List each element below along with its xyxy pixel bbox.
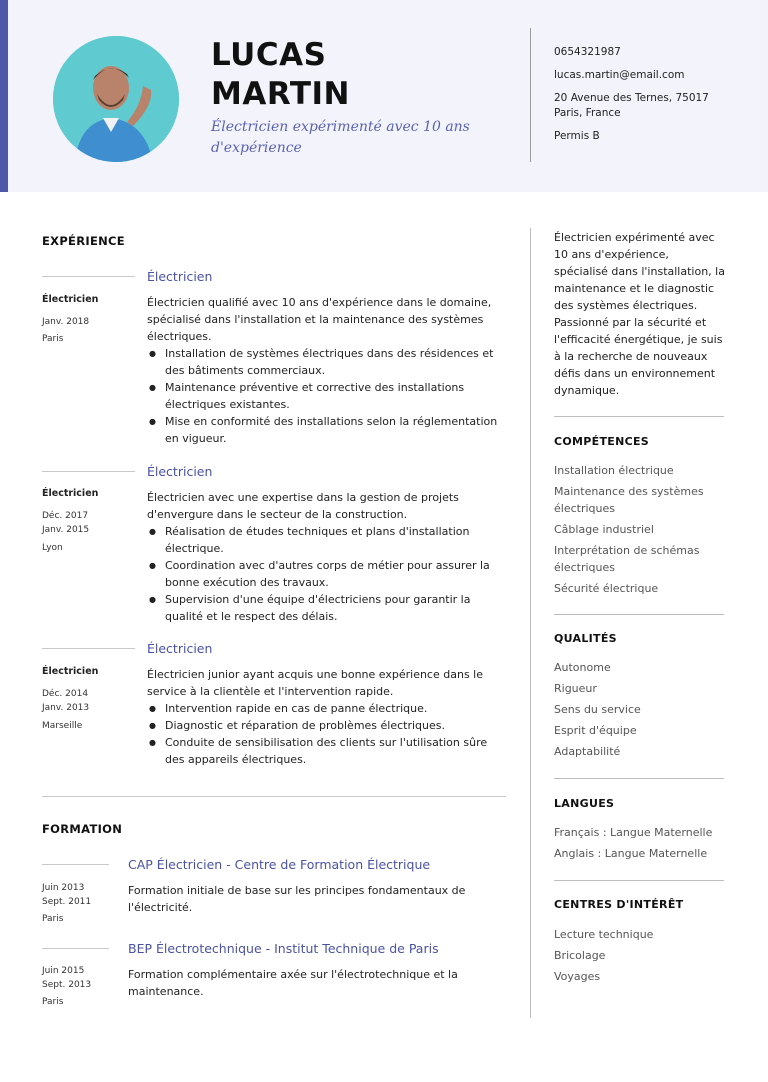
- contact-email: lucas.martin@email.com: [554, 69, 685, 81]
- job-date-start: Déc. 2017: [42, 511, 89, 521]
- education-divider: [42, 864, 109, 865]
- job-date-start: Janv. 2018: [42, 317, 90, 327]
- languages-section-title: LANGUES: [554, 797, 615, 810]
- language-item: Français : Langue Maternelle: [554, 826, 713, 839]
- job-bullet: ● Maintenance préventive et corrective des installations électriques existantes.: [147, 379, 509, 413]
- accent-bar: [0, 0, 8, 192]
- job-date-end: Janv. 2015: [42, 525, 90, 535]
- sidebar-divider: [554, 778, 724, 779]
- contact-address-line2: Paris, France: [554, 107, 621, 119]
- education-date-start: Juin 2015: [42, 966, 85, 976]
- skill-item: Câblage industriel: [554, 523, 654, 536]
- skill-item: Interprétation de schémas électriques: [554, 544, 700, 574]
- quality-item: Esprit d'équipe: [554, 724, 637, 737]
- tagline: Électricien expérimenté avec 10 ans d'expérience: [211, 119, 470, 156]
- job-bullet: ● Installation de systèmes électriques dans des résidences et des bâtiments commerciaux.: [147, 345, 509, 379]
- skills-section-title: COMPÉTENCES: [554, 435, 649, 448]
- quality-item: Adaptabilité: [554, 745, 621, 758]
- job-date-end: Janv. 2013: [42, 703, 90, 713]
- experience-section-title: EXPÉRIENCE: [42, 234, 125, 248]
- column-divider: [530, 228, 531, 1018]
- education-description: Formation complémentaire axée sur l'électrotechnique et la maintenance.: [128, 968, 458, 998]
- header-divider: [530, 28, 531, 162]
- contact-license: Permis B: [554, 130, 600, 142]
- education-title: CAP Électricien - Centre de Formation Électrique: [128, 857, 431, 872]
- education-date-start: Juin 2013: [42, 883, 85, 893]
- section-divider: [42, 796, 506, 797]
- interest-item: Voyages: [554, 970, 601, 983]
- contact-phone: 0654321987: [554, 46, 621, 58]
- job-bullet: ● Mise en conformité des installations selon la réglementation en vigueur.: [147, 413, 509, 447]
- job-bullet: ● Diagnostic et réparation de problèmes électriques.: [147, 717, 509, 734]
- languages-list: [554, 824, 729, 866]
- skill-item: Maintenance des systèmes électriques: [554, 485, 704, 515]
- education-date-end: Sept. 2011: [42, 897, 92, 907]
- skill-item: Installation électrique: [554, 464, 674, 477]
- job-divider: [42, 471, 135, 472]
- job-role: Électricien: [42, 666, 99, 677]
- job-city: Marseille: [42, 721, 83, 731]
- interests-section-title: CENTRES D'INTÉRÊT: [554, 898, 684, 911]
- candidate-name: [211, 36, 350, 114]
- education-city: Paris: [42, 997, 64, 1007]
- job-bullet: ● Coordination avec d'autres corps de métier pour assurer la bonne exécution des travaux.: [147, 557, 509, 591]
- job-bullet: ● Supervision d'une équipe d'électriciens pour garantir la qualité et le respect des délais.: [147, 591, 509, 625]
- job-description: Électricien avec une expertise dans la gestion de projets d'envergure dans le secteur de la construction.: [147, 491, 459, 521]
- education-title: BEP Électrotechnique - Institut Technique de Paris: [128, 941, 439, 956]
- language-item: Anglais : Langue Maternelle: [554, 847, 708, 860]
- job-bullet: ● Réalisation de études techniques et plans d'installation électrique.: [147, 523, 509, 557]
- skill-item: Sécurité électrique: [554, 582, 659, 595]
- education-divider: [42, 948, 109, 949]
- interest-item: Bricolage: [554, 949, 606, 962]
- job-bullets: [147, 345, 509, 447]
- quality-item: Rigueur: [554, 682, 597, 695]
- job-title: Électricien: [147, 269, 213, 284]
- job-role: Électricien: [42, 294, 99, 305]
- profile-photo: [53, 36, 179, 162]
- interests-list: [554, 926, 729, 989]
- job-title: Électricien: [147, 641, 213, 656]
- interest-item: Lecture technique: [554, 928, 654, 941]
- job-divider: [42, 648, 135, 649]
- job-bullet: ● Conduite de sensibilisation des clients sur l'utilisation sûre des appareils électriques.: [147, 734, 509, 768]
- contact-address-line1: 20 Avenue des Ternes, 75017: [554, 92, 709, 104]
- qualities-list: [554, 659, 729, 764]
- job-bullet: ● Intervention rapide en cas de panne électrique.: [147, 700, 509, 717]
- quality-item: Autonome: [554, 661, 611, 674]
- job-description: Électricien junior ayant acquis une bonne expérience dans le service à la clientèle et l'intervention rapide.: [147, 668, 483, 698]
- education-description: Formation initiale de base sur les principes fondamentaux de l'électricité.: [128, 884, 466, 914]
- job-city: Lyon: [42, 543, 63, 553]
- profile-summary: Électricien expérimenté avec 10 ans d'expérience, spécialisé dans l'installation, la maintenance et le diagnostic des systèmes électriques. Passionné par la sécurité et l'efficacité énergétique, je suis à la recherche de nouveaux défis dans un environnement dynamique.: [554, 231, 725, 397]
- quality-item: Sens du service: [554, 703, 641, 716]
- job-date-start: Déc. 2014: [42, 689, 89, 699]
- education-section-title: FORMATION: [42, 822, 123, 836]
- sidebar-divider: [554, 416, 724, 417]
- job-city: Paris: [42, 334, 64, 344]
- sidebar-divider: [554, 880, 724, 881]
- education-date-end: Sept. 2013: [42, 980, 92, 990]
- first-name: LUCAS: [211, 37, 327, 73]
- job-bullets: [147, 523, 509, 625]
- education-city: Paris: [42, 914, 64, 924]
- skills-list: [554, 462, 729, 601]
- qualities-section-title: QUALITÉS: [554, 632, 617, 645]
- job-role: Électricien: [42, 488, 99, 499]
- job-divider: [42, 276, 135, 277]
- job-description: Électricien qualifié avec 10 ans d'expérience dans le domaine, spécialisé dans l'installation et la maintenance des systèmes électriques.: [147, 296, 492, 343]
- job-title: Électricien: [147, 464, 213, 479]
- sidebar-divider: [554, 614, 724, 615]
- job-bullets: [147, 700, 509, 768]
- last-name: MARTIN: [211, 76, 350, 112]
